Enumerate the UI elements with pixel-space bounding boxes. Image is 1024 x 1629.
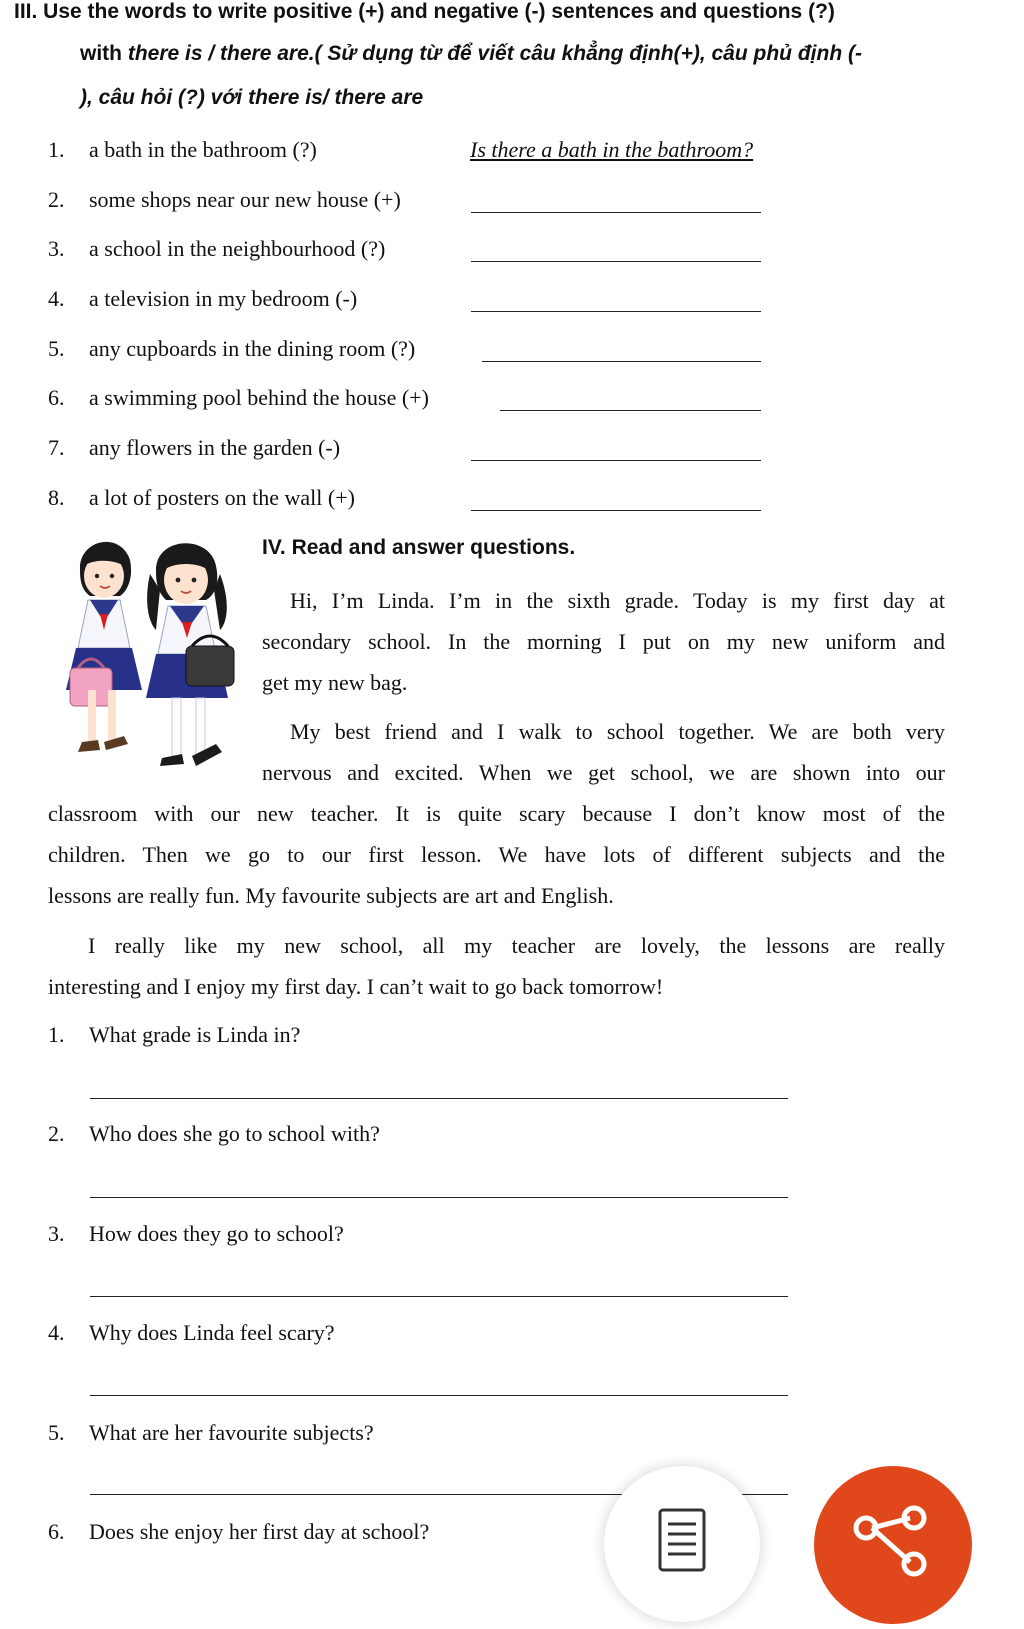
exercise-number: 2. xyxy=(48,187,65,212)
document-view-button[interactable] xyxy=(604,1466,760,1622)
exercise-number: 3. xyxy=(48,236,65,261)
question-number: 4. xyxy=(48,1320,65,1345)
answer-line[interactable] xyxy=(90,1395,788,1396)
document-lines-icon xyxy=(604,1466,760,1622)
question-text: What grade is Linda in? xyxy=(89,1022,301,1047)
answer-blank[interactable] xyxy=(471,510,761,511)
answer-line[interactable] xyxy=(90,1197,788,1198)
question-number: 5. xyxy=(48,1420,65,1445)
reading-line: interesting and I enjoy my first day. I can’t wait to go back tomorrow! xyxy=(48,974,664,999)
question-item-6 xyxy=(48,1519,429,1545)
question-item-4 xyxy=(48,1320,335,1346)
answer-blank[interactable] xyxy=(482,361,761,362)
question-item-5 xyxy=(48,1420,374,1446)
question-text: Who does she go to school with? xyxy=(89,1121,380,1146)
answer-blank[interactable] xyxy=(471,311,761,312)
reading-line: get my new bag. xyxy=(262,670,408,695)
exercise-prompt: any flowers in the garden (-) xyxy=(89,435,341,460)
reading-line: secondary school. In the morning I put on my new uniform and xyxy=(262,629,945,654)
reading-line: My best friend and I walk to school together. We are both very xyxy=(290,719,945,744)
answer-blank[interactable] xyxy=(471,460,761,461)
reading-line: Hi, I’m Linda. I’m in the sixth grade. Today is my first day at xyxy=(290,588,945,613)
exercise-prompt: a school in the neighbourhood (?) xyxy=(89,236,386,261)
section-3-title-line3: ), câu hỏi (?) với there is/ there are xyxy=(80,86,424,109)
reading-line: children. Then we go to our first lesson. We have lots of different subjects and the xyxy=(48,842,945,867)
answer-blank[interactable] xyxy=(471,261,761,262)
question-item-2 xyxy=(48,1121,380,1147)
answer-blank[interactable] xyxy=(500,410,761,411)
question-text: How does they go to school? xyxy=(89,1221,344,1246)
section-4-title: IV. Read and answer questions. xyxy=(262,536,576,559)
exercise-number: 5. xyxy=(48,336,65,361)
exercise-prompt: a swimming pool behind the house (+) xyxy=(89,385,429,410)
reading-line: I really like my new school, all my teacher are lovely, the lessons are really xyxy=(88,933,945,958)
share-icon xyxy=(814,1466,972,1624)
exercise-prompt: a television in my bedroom (-) xyxy=(89,286,358,311)
exercise-sample-answer: Is there a bath in the bathroom? xyxy=(470,137,754,162)
exercise-number: 8. xyxy=(48,485,65,510)
question-number: 1. xyxy=(48,1022,65,1047)
exercise-prompt: a lot of posters on the wall (+) xyxy=(89,485,355,510)
exercise-prompt: any cupboards in the dining room (?) xyxy=(89,336,416,361)
girl-left-figure xyxy=(66,542,142,752)
question-text: What are her favourite subjects? xyxy=(89,1420,374,1445)
students-illustration xyxy=(60,530,250,780)
exercise-number: 1. xyxy=(48,137,65,162)
exercise-prompt: a bath in the bathroom (?) xyxy=(89,137,317,162)
girl-right-figure xyxy=(146,543,234,766)
question-text: Why does Linda feel scary? xyxy=(89,1320,335,1345)
answer-line[interactable] xyxy=(90,1098,788,1099)
question-item-3 xyxy=(48,1221,344,1247)
section-3-title-line1: III. Use the words to write positive (+) and negative (-) sentences and questions (?) xyxy=(14,0,835,23)
reading-line: lessons are really fun. My favourite subjects are art and English. xyxy=(48,883,614,908)
question-text: Does she enjoy her first day at school? xyxy=(89,1519,430,1544)
question-item-1 xyxy=(48,1022,300,1048)
answer-line[interactable] xyxy=(90,1296,788,1297)
exercise-prompt: some shops near our new house (+) xyxy=(89,187,401,212)
question-number: 3. xyxy=(48,1221,65,1246)
question-number: 2. xyxy=(48,1121,65,1146)
exercise-number: 7. xyxy=(48,435,65,460)
reading-line: classroom with our new teacher. It is quite scary because I don’t know most of the xyxy=(48,801,945,826)
share-button[interactable] xyxy=(814,1466,972,1624)
answer-blank[interactable] xyxy=(471,212,761,213)
section-3-title-line2: with there is / there are.( Sử dụng từ để viết câu khẳng định(+), câu phủ định (- xyxy=(80,42,862,65)
exercise-number: 4. xyxy=(48,286,65,311)
reading-line: nervous and excited. When we get school, we are shown into our xyxy=(262,760,945,785)
question-number: 6. xyxy=(48,1519,65,1544)
exercise-number: 6. xyxy=(48,385,65,410)
